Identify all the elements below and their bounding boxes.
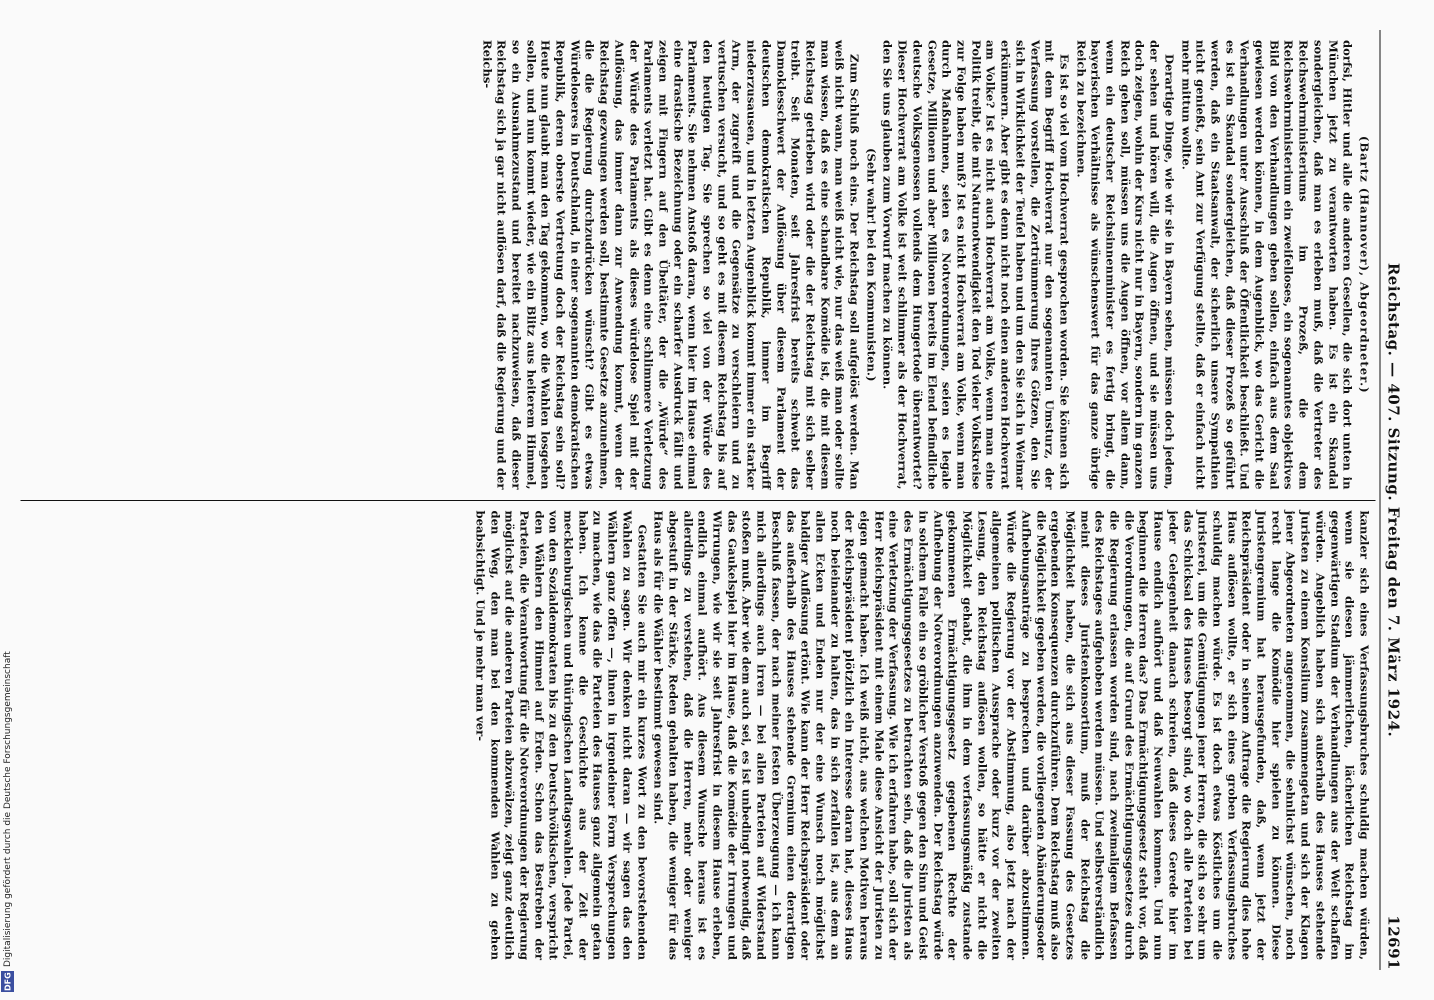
page-number: 12691: [1384, 915, 1403, 970]
digitization-credit-text: Digitalisierung gefördert durch die Deutsche Forschungsgemeinschaft: [3, 651, 13, 968]
paragraph: Es ist so viel vom Hochverrat gesprochen worden. Sie können sich mit dem Begriff Hochverrat nur den sogenannten Umsturz, der Verfassung vorstellen, die Zertrümmerung Ihres Götzen, den Sie sich in Wirklichkeit der Teufel haben und um den Sie sich in Weimar erkümmern. Aber gibt es denn nicht noch einen anderen Hochverrat am Volke? Ist es nicht auch Hochverrat am Volke, wenn man eine Politik treibt, die mit Naturnotwendigkeit den Tod vieler Volkskreise zur Folge haben muß? Ist es nicht Hochverrat am Volke, wenn man durch Maßnahmen, seien es Notverordnungen, seien es legale Gesetze, Millionen und aber Millionen bereits im Elend befindliche deutsche Volksgenossen vollends dem Hungertode überantwortet? Dieser Hochverrat am Volke ist weit schlimmer als der Hochverrat, den Sie uns glauben zum Vorwurf machen zu können.: [881, 40, 1072, 490]
paragraph: kanzler sich eines Verfassungsbruches schuldig machen würden, wenn sie diesen jämmerlichen, lächerlichen Reichstag im gegenwärtigen Stadium der Verhandlungen aus der Welt schaffen würden. Angeblich haben sich außerhalb des Hauses stehende Juristen zu einem Konsilium zusammengetan und sich der Klagen jener Abgeordneten angenommen, die sehnlichst wünschen, noch recht lange die Komödie hier spielen zu können. Diese Juristengremium hat herausgefunden, daß, wenn jetzt der Reichspräsident oder in seinem Auftrage die Regierung dies hohe Haus auflösen wollte, er sich eines groben Verfassungsbruches schuldig machen würde. Es ist doch etwas Köstliches um die Juristerei, um die Gemütigungen jener Herren, die sich so sehr um das Schicksal des Hauses besorgt sind, wo doch alle Parteien bei jeder Gelegenheit danach schreien, daß dieses Gerede hier im Hause endlich aufhört und daß Neuwahlen kommen. Und nun beginnen die Herren das? Das Ermächtigungsgesetz steht vor, daß die Verordnungen, die auf Grund des Ermächtigungsgesetzes durch die Regierung erlassen worden sind, nach zweimaligem Befassen des Reichstages aufgehoben werden müssen. Und selbstverständlich meint dieses Juristenkonsortium, muß der Reichstag die Möglichkeit haben, die sich aus dieser Fassung des Gesetzes ergebenden Konsequenzen durchzuführen. Dem Reichstag muß also die Möglichkeit gegeben werden, die vorliegenden Abänderungsoder Aufhebungsanträge zu besprechen und darüber abzustimmen. Würde die Regierung vor der Abstimmung, also jetzt nach der allgemeinen politischen Aussprache oder kurz vor der zweiten Lesung, den Reichstag auflösen wollen, so hätte er nicht die Möglichkeit gehabt, die ihm in dem verfassungsmäßig zustande gekommenen Ermächtigungsgesetz gegebenen Rechte der Aufhebung der Notverordnungen anzuwenden. Der Reichstag würde in solchem Falle ein so gröblicher Verstoß gegen den Sinn und Geist des Ermächtigungsgesetzes zu betrachten sein, daß die Juristen als eine Verletzung der Verfassung. Wie ich erfahren habe, soll sich der Herr Reichspräsident mit einem Male diese Ansicht der Juristen zu eigen gemacht haben. Ich weiß nicht, aus welchen Motiven heraus der Reichspräsident plötzlich ein Interesse daran hat, dieses Haus noch beieinander zu halten, das in sich zerfallen ist, aus dem an allen Ecken und Enden nur der eine Wunsch noch möglichst baldiger Auflösung ertönt. Wie kann der Herr Reichspräsident oder das außerhalb des Hauses stehende Gremium einen derartigen Beschluß fassen, der nach meiner festen Überzeugung — ich kann mich allerdings auch irren — bei allen Parteien auf Widerstand stoßen muß. Aber wie dem auch sei, es ist unbedingt notwendig, daß das Gaukelspiel hier im Hause, daß die Komödie der Irrungen und Wirrungen, wie wir sie seit Jahresfrist in diesem Hause erleben, endlich einmal aufhört. Aus diesem Wunsche heraus ist es allerdings zu verstehen, daß die Herren, mehr oder weniger abgestuft in der Stärke, Reden gehalten haben, die weniger für das Haus als für die Wähler bestimmt gewesen sind.: [651, 510, 1372, 960]
paragraph: Zum Schluß noch eins. Der Reichstag soll aufgelöst werden. Man weiß nicht wann, man weiß nicht wie, nur das weiß man oder sollte man wissen, daß es eine schandbare Komödie ist, die mit diesem Reichstag getrieben wird oder die der Reichstag mit sich selber treibt. Seit Monaten, seit Jahresfrist bereits schwebt das Damoklesschwert der Auflösung über diesem Parlament der deutschen demokratischen Republik, immer im Begriff niederzusausen, und in letzten Augenblick kommt immer ein starker Arm, der zugreift und die Gegensätze zu verschleiern und zu vertuschen versucht, und so geht es mit diesem Reichstag bis auf den heutigen Tag. Sie sprechen so viel von der Würde des Parlaments. Sie nehmen Anstoß daran, wenn hier im Hause einmal eine drastische Bezeichnung oder ein scharfer Ausdruck fällt und zeigen mit Fingern auf den Übeltäter, der die „Würde“ des Parlaments verletzt hat. Gibt es denn eine schlimmere Verletzung der Würde des Parlaments als dieses würdelose Spiel mit der Auflösung, das immer dann zur Anwendung kommt, wenn der Reichstag gezwungen werden soll, bestimmte Gesetze anzunehmen, die die Regierung durchzudrücken wünscht? Gibt es etwas Würdeloseres in Deutschland, in einer sogenannten demokratischen Republik, deren oberste Vertretung doch der Reichstag sein soll? Heute nun glaubt man den Tag gekommen, wo die Wahlen losgehen sollen, und nun kommt wieder, wie ein Blitz aus heiterem Himmel, so ein Ausnahmezustand und bereitet nachzuweisen, daß dieser Reichstag sich ja gar nicht auflösen darf, daß die Regierung und der Reichs-: [480, 40, 862, 490]
digitization-credit: [2, 12, 14, 992]
rotated-page-content: [26, 30, 1411, 970]
text-columns: [21, 30, 1376, 970]
speaker-label: (Bartz (Hannover), Abgeordneter.): [1357, 135, 1372, 394]
left-column: [21, 30, 1376, 500]
page-header: [1380, 30, 1411, 970]
paragraph: dorfsi, Hitler und alle die anderen Gesellen, die sich dort unten in München jetzt zu verantworten haben. Es ist ein Skandal sondergleichen, daß man es erleben muß, daß die Vertreter des Reichswehrministeriums im Prozeß, die dem Reichswehrministerium ein zweifelloses, ein sogenanntes objektives Bild von den Verhandlungen geben sollen, einfach aus dem Saal gewiesen werden können, in dem Augenblick, wo das Gericht die Verhandlungen unter Ausschluß der Öffentlichkeit beschließt. Und es ist ein Skandal sondergleichen, daß dieser Prozeß so geführt werden, daß ein Staatsanwalt, der sicherlich unsere Sympathien nicht genießt, sein Amt zur Verfügung stellte, daß er einfach nicht mehr mittun wollte.: [1179, 40, 1355, 490]
paragraph: Gestatten Sie auch mir ein kurzes Wort zu den bevorstehenden Wahlen zu sagen. Wir denken nicht daran — wir sagen das den Wählern ganz offen —, ihnen in irgendeiner Form Versprechungen zu machen, wie das die Parteien des Hauses ganz allgemein getan haben. Ich kenne die Geschichte aus der Zeit der mecklenburgischen und thüringischen Landtagswahlen. Jede Partei, von den Sozialdemokraten bis zu den Deutschvölkischen, verspricht den Wählern den Himmel auf Erden. Schon das Bestreben der Parteien, die Verantwortung für die Notverordnungen der Regierung möglichst auf die anderen Parteien abzuwälzen, zeigt ganz deutlich den Weg, den man bei den kommenden Wahlen zu gehen beabsichtigt. Und je mehr man ver-: [473, 510, 650, 960]
right-column: [21, 500, 1376, 971]
interjection: (Sehr wahr! bei den Kommunisten.): [864, 148, 879, 382]
paragraph: Derartige Dinge, wie wir sie in Bayern sehen, müssen doch jedem, der sehen und hören will, die Augen öffnen, und sie müssen uns doch zeigen, wohin der Kurs nicht nur in Bayern, sondern im ganzen Reich gehen soll, müssen uns die Augen öffnen, vor allem dann, wenn ein deutscher Reichsinnenminister es fertig bringt, die bayerischen Verhältnisse als wünschenswert für das ganze übrige Reich zu bezeichnen.: [1074, 40, 1177, 490]
dfg-logo: DFG: [3, 972, 13, 991]
page-title: Reichstag. — 407. Sitzung. Freitag den 7. März 1924.: [1384, 262, 1403, 738]
